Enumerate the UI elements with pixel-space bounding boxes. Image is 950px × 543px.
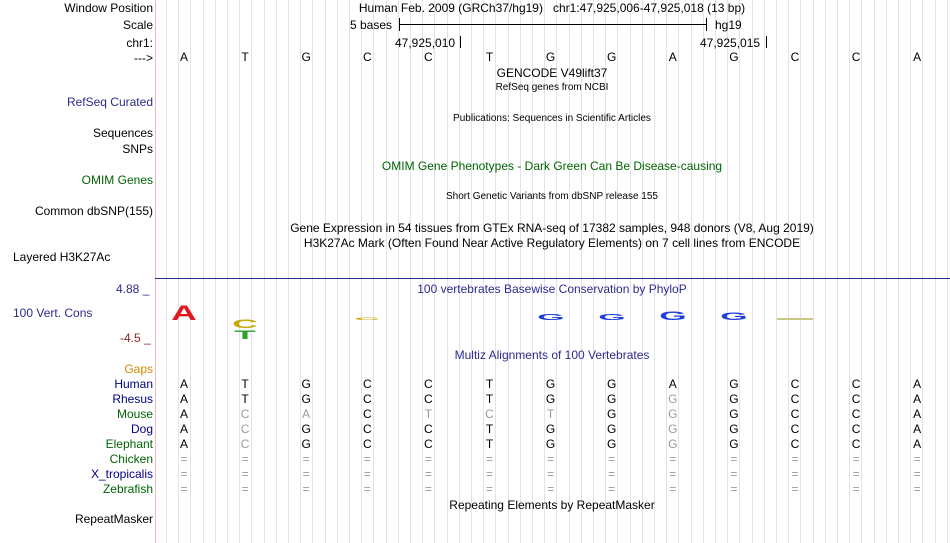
alignment-base: = [608, 467, 616, 481]
alignment-base: C [485, 407, 494, 421]
logo-glyph: C [354, 316, 380, 321]
alignment-base: = [363, 482, 371, 496]
scale-bar [399, 24, 706, 25]
sequence-base: C [424, 50, 433, 64]
alignment-base: C [424, 437, 433, 451]
cons-min-label: -4.5 _ [120, 331, 151, 345]
alignment-base: = [913, 452, 921, 466]
gridline [410, 0, 411, 543]
alignment-base: C [424, 422, 433, 436]
logo-glyph: G [720, 310, 748, 323]
gridline [471, 0, 472, 543]
scale-bar-right-tick [706, 18, 707, 31]
alignment-base: T [485, 422, 494, 436]
alignment-base: G [607, 437, 617, 451]
gridline [630, 0, 631, 543]
alignment-base: = [547, 452, 555, 466]
alignment-base: = [424, 482, 432, 496]
gridline [825, 0, 826, 543]
alignment-base: = [730, 482, 738, 496]
species-label[interactable]: Elephant [105, 437, 153, 451]
coord-left-tick [460, 36, 461, 48]
alignment-base: T [424, 407, 433, 421]
alignment-base: A [179, 407, 188, 421]
species-label[interactable]: X_tropicalis [90, 467, 153, 481]
alignment-base: = [302, 452, 310, 466]
alignment-base: = [669, 482, 677, 496]
sequence-base: C [362, 50, 372, 64]
alignment-base: T [241, 392, 249, 406]
alignment-base: G [668, 392, 678, 406]
alignment-base: = [180, 482, 188, 496]
gridline [691, 0, 692, 543]
alignment-base: = [791, 452, 799, 466]
alignment-base: = [547, 467, 555, 481]
alignment-base: = [913, 467, 921, 481]
scale-value: 5 bases [350, 18, 393, 32]
alignment-base: C [790, 437, 800, 451]
alignment-base: = [791, 482, 799, 496]
sequence-base: A [913, 50, 922, 64]
refseq-track-label[interactable]: RefSeq Curated [66, 95, 153, 109]
alignment-base: = [424, 452, 432, 466]
alignment-base: G [545, 392, 556, 406]
conservation-logo [155, 298, 950, 344]
label-panel-divider [155, 0, 156, 543]
alignment-base: = [852, 452, 860, 466]
alignment-base: = [730, 467, 738, 481]
species-label[interactable]: Zebrafish [102, 482, 153, 496]
alignment-base: T [241, 377, 249, 391]
alignment-base: G [668, 437, 678, 451]
alignment-base: = [913, 482, 921, 496]
alignment-base: C [851, 377, 861, 391]
alignment-base: G [607, 392, 617, 406]
gridline [227, 0, 228, 543]
dbsnp-track-label[interactable]: Common dbSNP(155) [34, 204, 153, 218]
alignment-base: G [545, 422, 556, 436]
logo-glyph: G [598, 313, 626, 322]
coord-left: 47,925,010 [395, 36, 456, 50]
scale-bar-left-tick [399, 18, 400, 31]
alignment-base: C [851, 437, 861, 451]
alignment-base: = [424, 467, 432, 481]
sequence-base: A [179, 50, 188, 64]
alignment-base: C [362, 437, 372, 451]
alignment-base: G [545, 377, 556, 391]
species-label[interactable]: Mouse [116, 407, 153, 421]
gridline [947, 0, 948, 543]
alignment-base: = [363, 467, 371, 481]
gridline [654, 0, 655, 543]
gridline [715, 0, 716, 543]
alignment-base: = [485, 467, 493, 481]
gridline [251, 0, 252, 543]
alignment-base: = [608, 452, 616, 466]
logo-tick [777, 318, 813, 320]
gridline [447, 0, 448, 543]
alignment-base: A [179, 377, 188, 391]
cons-track-label[interactable]: 100 Vert. Cons [13, 306, 93, 320]
scale-label-text: Scale [122, 18, 153, 32]
alignment-base: C [240, 422, 250, 436]
sequence-base: G [729, 50, 739, 64]
coord-right-tick [766, 36, 767, 48]
alignment-base: = [669, 467, 677, 481]
logo-glyph: C [232, 317, 258, 331]
sequence-base: T [485, 50, 494, 64]
sequence-base: C [851, 50, 861, 64]
alignment-base: C [362, 422, 372, 436]
gridline [325, 0, 326, 543]
gtex-track-title[interactable]: Gene Expression in 54 tissues from GTEx RNA-seq of 17382 samples, 948 donors (V8, Aug 2019) [290, 221, 814, 235]
alignment-base: G [607, 407, 617, 421]
alignment-base: G [729, 437, 739, 451]
omim-track-label[interactable]: OMIM Genes [81, 173, 153, 187]
logo-glyph: G [659, 309, 687, 323]
gridline [752, 0, 753, 543]
assembly-name: hg19 [715, 18, 742, 32]
gridline [776, 0, 777, 543]
alignment-base: G [729, 422, 739, 436]
alignment-base: A [913, 437, 922, 451]
alignment-base: = [302, 467, 310, 481]
gridline [886, 0, 887, 543]
gridline [703, 0, 704, 543]
window-position-label: Window Position [64, 1, 153, 15]
gridline [813, 0, 814, 543]
alignment-base: T [485, 377, 494, 391]
h3k27ac-baseline [155, 278, 950, 279]
alignment-base: G [545, 437, 556, 451]
repeatmasker-track-label[interactable]: RepeatMasker [74, 512, 153, 526]
gridline [459, 0, 460, 543]
alignment-base: C [790, 422, 800, 436]
gridline [898, 0, 899, 543]
gridline [874, 0, 875, 543]
alignment-base: = [669, 452, 677, 466]
sequence-base: A [668, 50, 677, 64]
sequence-base: G [545, 50, 556, 64]
omim-track-title[interactable]: OMIM Gene Phenotypes - Dark Green Can Be Disease-causing [381, 159, 723, 173]
gridline [837, 0, 838, 543]
coord-right: 47,925,015 [700, 36, 761, 50]
alignment-base: C [790, 392, 800, 406]
logo-glyph: G [537, 313, 565, 322]
logo-glyph: A [171, 301, 197, 326]
gridline [203, 0, 204, 543]
cons-track-title[interactable]: 100 vertebrates Basewise Conservation by PhyloP [417, 282, 687, 296]
cons-max-label: 4.88 _ [116, 282, 150, 296]
alignment-base: G [301, 377, 311, 391]
alignment-base: A [302, 407, 311, 421]
alignment-base: = [547, 482, 555, 496]
alignment-base: = [241, 482, 249, 496]
species-label[interactable]: Chicken [109, 452, 153, 466]
strand-label: ---> [134, 51, 153, 65]
alignment-base: G [301, 437, 311, 451]
alignment-base: A [179, 437, 188, 451]
snps-track-label[interactable]: SNPs [122, 142, 153, 156]
alignment-base: G [301, 422, 311, 436]
gridline [935, 0, 936, 543]
alignment-base: A [913, 407, 922, 421]
species-label[interactable]: Dog [130, 422, 153, 436]
gridline [190, 0, 191, 543]
alignment-base: G [668, 407, 678, 421]
alignment-base: G [729, 407, 739, 421]
chrom-label: chr1: [126, 36, 153, 50]
alignment-base: C [790, 377, 800, 391]
alignment-base: G [607, 422, 617, 436]
sequences-track-label[interactable]: Sequences [92, 126, 153, 140]
alignment-base: = [363, 452, 371, 466]
gridline [764, 0, 765, 543]
publications-track-title[interactable]: Publications: Sequences in Scientific Articles [453, 113, 651, 124]
gridline [166, 0, 167, 543]
gencode-track-title[interactable]: GENCODE V49lift37 [496, 66, 608, 80]
h3k27ac-track-title[interactable]: H3K27Ac Mark (Often Found Near Active Regulatory Elements) on 7 cell lines from ENCODE [303, 236, 801, 250]
gaps-label: Gaps [124, 362, 153, 376]
sequence-base: G [607, 50, 617, 64]
refseq-track-title[interactable]: RefSeq genes from NCBI [495, 82, 609, 93]
alignment-base: A [668, 377, 677, 391]
alignment-base: G [301, 392, 311, 406]
species-label[interactable]: Rhesus [112, 392, 153, 406]
gridline [264, 0, 265, 543]
species-label[interactable]: Human [114, 377, 153, 391]
alignment-base: = [852, 467, 860, 481]
alignment-base: C [424, 392, 433, 406]
logo-glyph: T [234, 328, 256, 342]
alignment-base: C [851, 407, 861, 421]
alignment-base: C [240, 407, 250, 421]
alignment-base: T [485, 437, 494, 451]
alignment-base: = [730, 452, 738, 466]
alignment-base: T [485, 392, 494, 406]
dbsnp-track-title[interactable]: Short Genetic Variants from dbSNP release 155 [446, 191, 658, 202]
alignment-base: = [302, 482, 310, 496]
multiz-track-title[interactable]: Multiz Alignments of 100 Vertebrates [454, 348, 650, 362]
gridline [642, 0, 643, 543]
alignment-base: G [729, 377, 739, 391]
alignment-base: = [852, 482, 860, 496]
alignment-base: G [668, 422, 678, 436]
sequence-base: G [301, 50, 311, 64]
alignment-base: = [241, 467, 249, 481]
alignment-base: = [241, 452, 249, 466]
sequence-base: T [241, 50, 249, 64]
repeatmasker-track-title[interactable]: Repeating Elements by RepeatMasker [449, 498, 655, 512]
alignment-base: A [913, 377, 922, 391]
sequence-base: C [790, 50, 800, 64]
window-position-value: Human Feb. 2009 (GRCh37/hg19) chr1:47,925,006-47,925,018 (13 bp) [358, 1, 746, 15]
alignment-base: = [180, 452, 188, 466]
gridline [398, 0, 399, 543]
alignment-base: G [607, 377, 617, 391]
alignment-base: C [851, 392, 861, 406]
alignment-base: A [913, 422, 922, 436]
gridline [386, 0, 387, 543]
alignment-base: A [913, 392, 922, 406]
alignment-base: = [791, 467, 799, 481]
alignment-base: C [240, 437, 250, 451]
gridline [337, 0, 338, 543]
gridline [215, 0, 216, 543]
alignment-base: = [608, 482, 616, 496]
alignment-base: C [424, 377, 433, 391]
alignment-base: C [362, 407, 372, 421]
gridline [276, 0, 277, 543]
alignment-base: C [362, 377, 372, 391]
alignment-base: T [546, 407, 555, 421]
h3k27ac-track-label[interactable]: Layered H3K27Ac [13, 250, 111, 264]
alignment-base: A [179, 422, 188, 436]
alignment-base: G [729, 392, 739, 406]
alignment-base: C [851, 422, 861, 436]
alignment-base: C [362, 392, 372, 406]
alignment-base: = [485, 482, 493, 496]
alignment-base: = [180, 467, 188, 481]
alignment-base: = [485, 452, 493, 466]
gridline [349, 0, 350, 543]
alignment-base: C [790, 407, 800, 421]
alignment-base: A [179, 392, 188, 406]
gridline [288, 0, 289, 543]
